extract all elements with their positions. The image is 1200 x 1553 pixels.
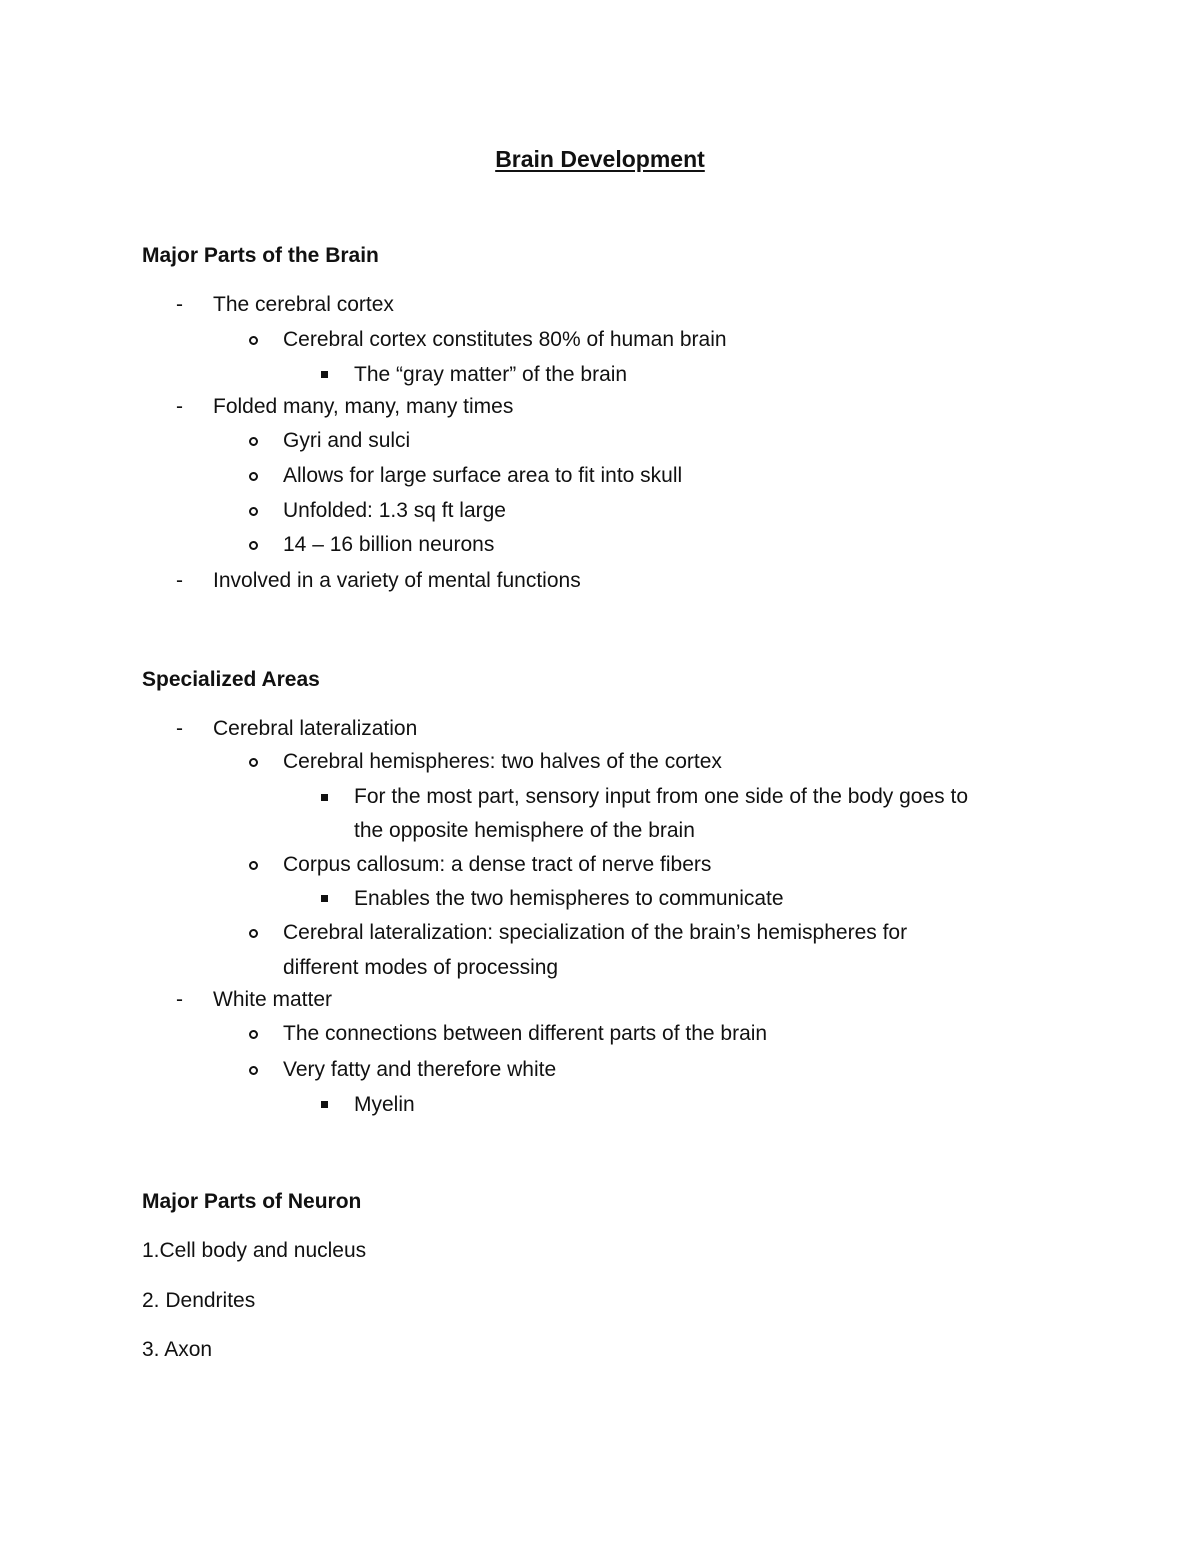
list-item: The “gray matter” of the brain [354, 363, 628, 386]
list-item-continuation: different modes of processing [283, 956, 559, 979]
list-item: The cerebral cortex [213, 293, 394, 316]
circle-bullet [249, 541, 258, 550]
dash-bullet: - [176, 293, 183, 316]
document-title: Brain Development [495, 146, 705, 172]
dash-bullet: - [176, 395, 183, 418]
square-bullet [321, 371, 328, 378]
list-item: Allows for large surface area to fit into skull [283, 464, 683, 487]
numbered-item: 1.Cell body and nucleus [142, 1239, 367, 1262]
list-item: Enables the two hemispheres to communicate [354, 887, 784, 910]
list-item: Very fatty and therefore white [283, 1058, 557, 1081]
list-item: Gyri and sulci [283, 429, 411, 452]
list-item: Involved in a variety of mental functions [213, 569, 581, 592]
section-heading-specialized-areas: Specialized Areas [142, 668, 320, 691]
list-item: For the most part, sensory input from one side of the body goes to [354, 785, 968, 808]
dash-bullet: - [176, 717, 183, 740]
list-item: Corpus callosum: a dense tract of nerve fibers [283, 853, 712, 876]
circle-bullet [249, 437, 258, 446]
circle-bullet [249, 758, 258, 767]
list-item: Cerebral lateralization [213, 717, 418, 740]
list-item-continuation: the opposite hemisphere of the brain [354, 819, 695, 842]
list-item: Myelin [354, 1093, 415, 1116]
circle-bullet [249, 336, 258, 345]
square-bullet [321, 1101, 328, 1108]
circle-bullet [249, 929, 258, 938]
circle-bullet [249, 861, 258, 870]
list-item: Cerebral hemispheres: two halves of the cortex [283, 750, 722, 773]
dash-bullet: - [176, 569, 183, 592]
circle-bullet [249, 1030, 258, 1039]
dash-bullet: - [176, 988, 183, 1011]
circle-bullet [249, 1066, 258, 1075]
list-item: Folded many, many, many times [213, 395, 514, 418]
section-heading-major-parts-neuron: Major Parts of Neuron [142, 1190, 362, 1213]
list-item: White matter [213, 988, 333, 1011]
section-heading-major-parts-brain: Major Parts of the Brain [142, 244, 379, 267]
list-item: 14 – 16 billion neurons [283, 533, 495, 556]
numbered-item: 3. Axon [142, 1338, 213, 1361]
list-item: The connections between different parts of the brain [283, 1022, 768, 1045]
square-bullet [321, 794, 328, 801]
list-item: Cerebral lateralization: specialization of the brain’s hemispheres for [283, 921, 908, 944]
list-item: Unfolded: 1.3 sq ft large [283, 499, 506, 522]
numbered-item: 2. Dendrites [142, 1289, 256, 1312]
square-bullet [321, 895, 328, 902]
circle-bullet [249, 472, 258, 481]
circle-bullet [249, 507, 258, 516]
list-item: Cerebral cortex constitutes 80% of human brain [283, 328, 727, 351]
